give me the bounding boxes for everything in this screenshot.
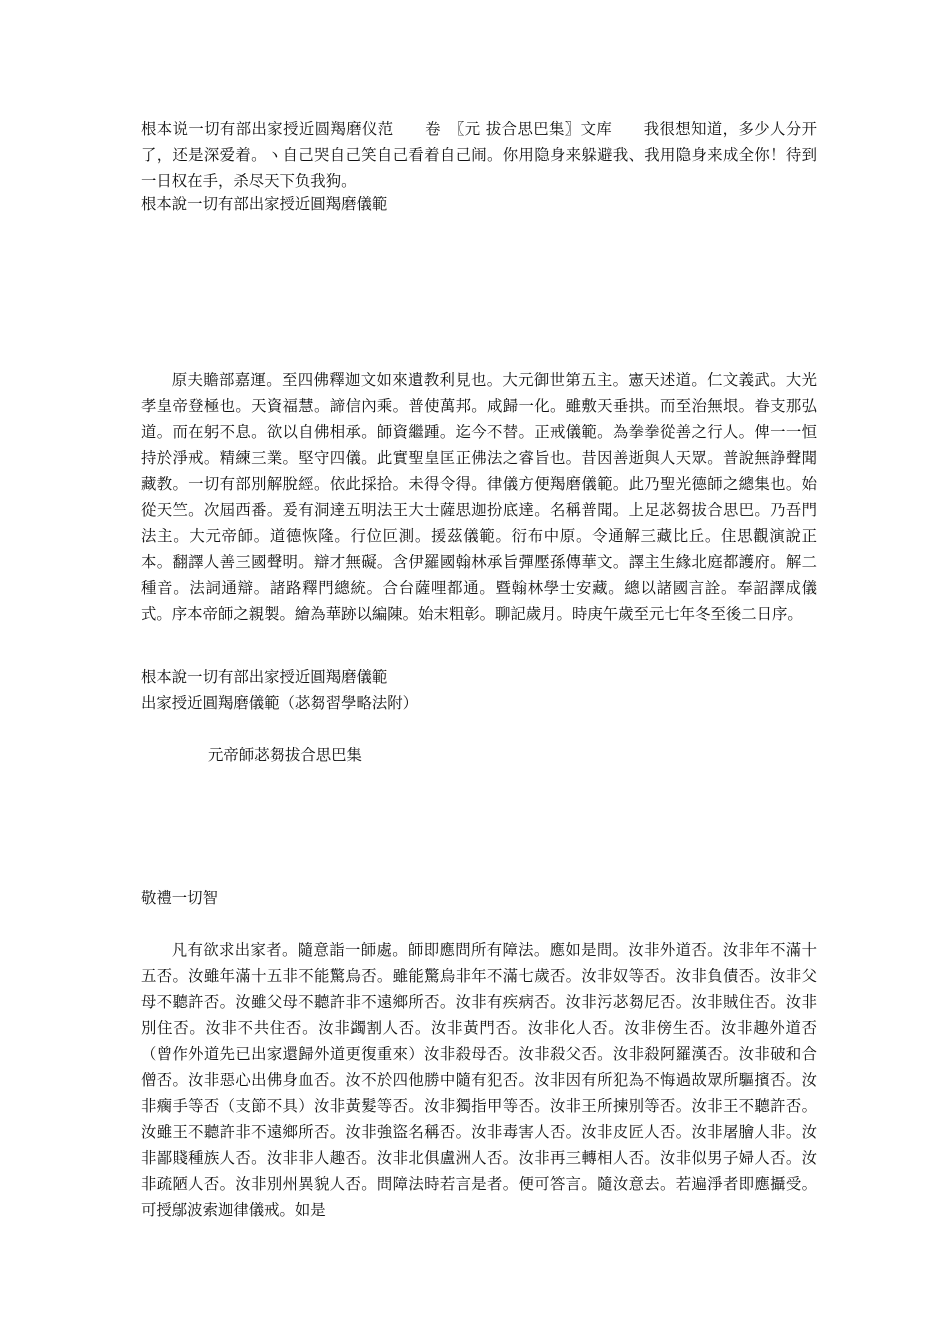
author-line: 元帝師苾芻拔合思巴集 — [208, 746, 362, 764]
section-title: 根本說一切有部出家授近圓羯磨儀範 — [141, 668, 388, 686]
header-paragraph: 根本说一切有部出家授近圆羯磨仪范 卷 〖元 拔合思巴集〗文库 我很想知道，多少人分开了，还是深爱着。ヽ自己哭自己笑自己看着自己闹。你用隐身来躲避我、我用隐身来成全你！待到一日权在手，杀尽天下负我狗。 — [141, 120, 817, 190]
document-title: 根本說一切有部出家授近圓羯磨儀範 — [141, 195, 388, 213]
section-subtitle: 出家授近圓羯磨儀範（苾芻習學略法附） — [141, 694, 419, 712]
body-paragraph: 凡有欲求出家者。隨意詣一師處。師即應問所有障法。應如是問。汝非外道否。汝非年不滿十五否。汝雖年滿十五非不能驚烏否。雖能驚烏非年不滿七歲否。汝非奴等否。汝非負債否。汝非父母不聽許否。汝雖父母不聽許非不遠鄉所否。汝非有疾病否。汝非污苾芻尼否。汝非賊住否。汝非別住否。汝非不共住否。汝非蠲割人否。汝非黃門否。汝非化人否。汝非傍生否。汝非趣外道否（曾作外道先已出家還歸外道更復重來）汝非殺母否。汝非殺父否。汝非殺阿羅漢否。汝非破和合僧否。汝非惡心出佛身血否。汝不於四他勝中隨有犯否。汝非因有所犯為不悔過故眾所驅擯否。汝非瘸手等否（支節不具）汝非黃髮等否。汝非獨指甲等否。汝非王所揀別等否。汝非王不聽許否。汝雖王不聽許非不遠鄉所否。汝非強盜名稱否。汝非毒害人否。汝非皮匠人否。汝非屠膾人非。汝非鄙賤種族人否。汝非非人趣否。汝非北俱盧洲人否。汝非再三轉相人否。汝非似男子婦人否。汝非疏陋人否。汝非別州異貌人否。問障法時若言是者。便可答言。隨汝意去。若遍淨者即應攝受。可授鄔波索迦律儀戒。如是 — [141, 941, 817, 1219]
salutation-line: 敬禮一切智 — [141, 889, 218, 907]
preface-paragraph: 原夫贍部嘉運。至四佛釋迦文如來遺教利見也。大元御世第五主。憲天述道。仁文義武。大光孝皇帝登極也。天資福慧。諦信內乘。普使萬邦。咸歸一化。雖敷天垂拱。而至治無垠。眷支那弘道。而在躬不息。欲以自佛相承。師資繼踵。迄今不替。正戒儀範。為拳拳從善之行人。俾一一恒持於淨戒。精練三業。堅守四儀。此實聖皇匡正佛法之睿旨也。昔因善逝與人天眾。普說無諍聲聞藏教。一切有部別解脫經。依此採拾。未得令得。律儀方便羯磨儀範。此乃聖光德師之總集也。始從天竺。次屆西番。爰有洞達五明法王大士薩思迦扮底達。名稱普聞。上足苾芻拔合思巴。乃吾門法主。大元帝師。道德恢隆。行位叵測。援茲儀範。衍布中原。令通解三藏比丘。住思觀演說正本。翻譯人善三國聲明。辯才無礙。含伊羅國翰林承旨彈壓孫傳華文。譯主生緣北庭都護府。解二種音。法詞通辯。諸路釋門總統。合台薩哩都通。暨翰林學士安藏。總以諸國言詮。奉詔譯成儀式。序本帝師之親製。繪為華跡以編陳。始末粗彰。聊記歲月。時庚午歲至元七年冬至後二日序。 — [141, 371, 817, 623]
